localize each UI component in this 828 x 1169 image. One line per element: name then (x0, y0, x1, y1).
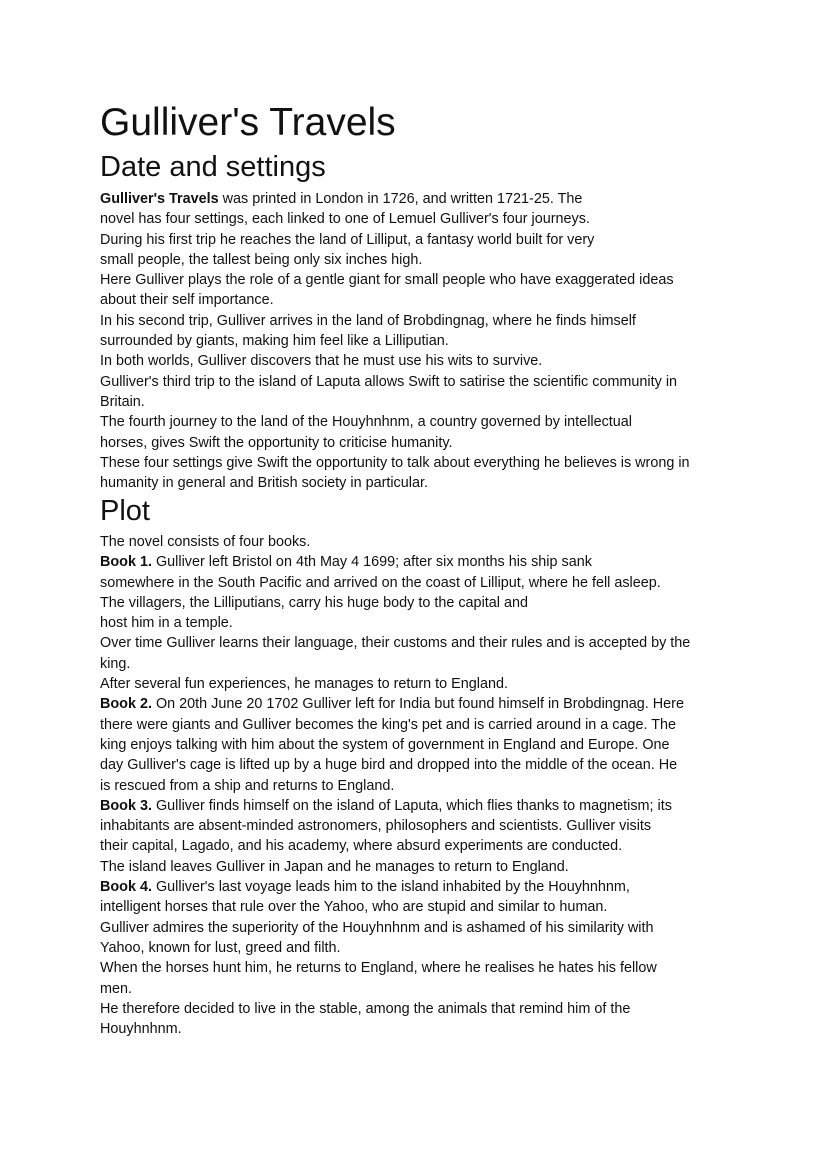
text-line (100, 290, 690, 310)
section-heading-plot: Plot (100, 495, 150, 527)
line-text: Britain. (100, 393, 145, 410)
text-line (100, 552, 690, 572)
line-text: He therefore decided to live in the stable, among the animals that remind him of the (100, 1000, 631, 1017)
text-line (100, 209, 690, 229)
line-text: there were giants and Gulliver becomes the king's pet and is carried around in a cage. The (100, 716, 677, 733)
line-text: Gulliver finds himself on the island of Laputa, which flies thanks to magnetism; its (151, 797, 672, 814)
text-line (100, 755, 690, 775)
text-line (100, 694, 690, 714)
line-text: horses, gives Swift the opportunity to criticise humanity. (100, 434, 453, 451)
line-text: During his first trip he reaches the land of Lilliput, a fantasy world built for very (100, 231, 595, 248)
text-line (100, 270, 690, 290)
line-text: king enjoys talking with him about the system of government in England and Europe. One (100, 736, 670, 753)
text-line (100, 473, 690, 493)
line-text: humanity in general and British society in particular. (100, 475, 428, 492)
section-body-date-and-settings (100, 189, 690, 493)
line-text: king. (100, 655, 131, 672)
line-text: When the horses hunt him, he returns to England, where he realises he hates his fellow (100, 960, 657, 977)
text-line (100, 776, 690, 796)
text-line (100, 633, 690, 653)
line-text: somewhere in the South Pacific and arrived on the coast of Lilliput, where he fell asleep. (100, 574, 661, 591)
line-text: These four settings give Swift the opportunity to talk about everything he believes is wrong in (100, 454, 690, 471)
text-line (100, 532, 690, 552)
line-text: surrounded by giants, making him feel like a Lilliputian. (100, 333, 449, 350)
text-line (100, 796, 690, 816)
line-text: about their self importance. (100, 292, 274, 309)
bold-lead-text: Book 4. (100, 879, 152, 896)
bold-lead-text: Book 1. (100, 554, 152, 571)
text-line (100, 1019, 690, 1039)
text-line (100, 311, 690, 331)
bold-lead-text: Book 3. (100, 797, 152, 814)
line-text: On 20th June 20 1702 Gulliver left for India but found himself in Brobdingnag. Here (151, 696, 684, 713)
text-line (100, 372, 690, 392)
text-line (100, 836, 690, 856)
text-line (100, 918, 690, 938)
text-line (100, 735, 690, 755)
text-line (100, 857, 690, 877)
line-text: Gulliver admires the superiority of the Houyhnhnm and is ashamed of his similarity with (100, 919, 654, 936)
text-line (100, 250, 690, 270)
line-text: inhabitants are absent-minded astronomers, philosophers and scientists. Gulliver visits (100, 818, 652, 835)
text-line (100, 593, 690, 613)
line-text: day Gulliver's cage is lifted up by a huge bird and dropped into the middle of the ocean. He (100, 757, 678, 774)
text-line (100, 715, 690, 735)
line-text: was printed in London in 1726, and written 1721-25. The (218, 191, 583, 207)
text-line (100, 979, 690, 999)
line-text: intelligent horses that rule over the Yahoo, who are stupid and similar to human. (100, 899, 608, 916)
section-body-plot (100, 532, 690, 1039)
text-line (100, 877, 690, 897)
line-text: In his second trip, Gulliver arrives in the land of Brobdingnag, where he finds himself (100, 312, 636, 329)
text-line (100, 938, 690, 958)
line-text: is rescued from a ship and returns to England. (100, 777, 395, 794)
line-text: Gulliver's third trip to the island of Laputa allows Swift to satirise the scientific community in (100, 373, 678, 390)
text-line (100, 433, 690, 453)
text-line (100, 412, 690, 432)
line-text: Yahoo, known for lust, greed and filth. (100, 939, 341, 956)
line-text: Gulliver's last voyage leads him to the island inhabited by the Houyhnhnm, (151, 879, 630, 896)
line-text: their capital, Lagado, and his academy, where absurd experiments are conducted. (100, 838, 623, 855)
text-line (100, 674, 690, 694)
line-text: small people, the tallest being only six inches high. (100, 251, 423, 268)
bold-lead-text: Book 2. (100, 696, 152, 713)
text-line (100, 999, 690, 1019)
line-text: Here Gulliver plays the role of a gentle giant for small people who have exaggerated ideas (100, 272, 674, 289)
text-line (100, 654, 690, 674)
line-text: The villagers, the Lilliputians, carry his huge body to the capital and (100, 594, 528, 611)
line-text: The island leaves Gulliver in Japan and he manages to return to England. (100, 858, 569, 875)
text-line (100, 573, 690, 593)
line-text: Over time Gulliver learns their language, their customs and their rules and is accepted by the (100, 635, 691, 652)
text-line (100, 189, 690, 209)
line-text: men. (100, 980, 132, 997)
line-text: Gulliver left Bristol on 4th May 4 1699; after six months his ship sank (151, 554, 592, 571)
text-line (100, 897, 690, 917)
line-text: The fourth journey to the land of the Houyhnhnm, a country governed by intellectual (100, 414, 632, 431)
text-line (100, 816, 690, 836)
text-line (100, 613, 690, 633)
text-line (100, 351, 690, 371)
line-text: Houyhnhnm. (100, 1021, 182, 1038)
text-line (100, 958, 690, 978)
document-title: Gulliver's Travels (100, 101, 396, 144)
line-text: In both worlds, Gulliver discovers that he must use his wits to survive. (100, 353, 543, 370)
section-heading-date-and-settings: Date and settings (100, 151, 326, 183)
line-text: The novel consists of four books. (100, 534, 311, 550)
text-line (100, 453, 690, 473)
text-line (100, 392, 690, 412)
line-text: novel has four settings, each linked to one of Lemuel Gulliver's four journeys. (100, 211, 590, 228)
text-line (100, 230, 690, 250)
line-text: host him in a temple. (100, 615, 233, 632)
text-line (100, 331, 690, 351)
bold-lead-text: Gulliver's Travels (100, 191, 219, 207)
line-text: After several fun experiences, he manages to return to England. (100, 676, 508, 693)
